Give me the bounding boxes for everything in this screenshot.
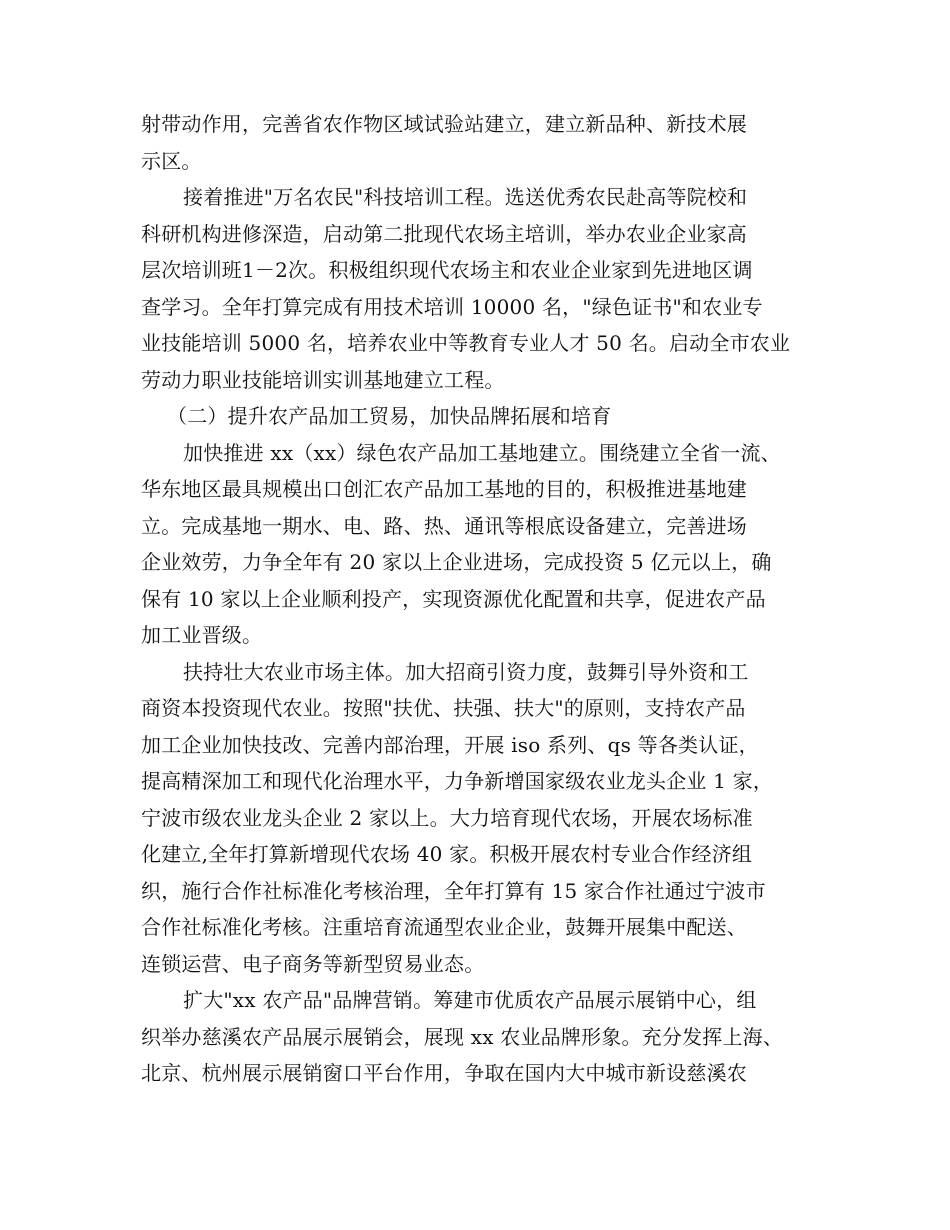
- text-line: 商资本投资现代农业。按照"扶优、扶强、扶大"的原则，支持农产品: [141, 696, 746, 720]
- text-line: 查学习。全年打算完成有用技术培训 10000 名，"绿色证书"和农业专: [141, 294, 763, 319]
- paragraph-start-line: 接着推进"万名农民"科技培训工程。选送优秀农民赴高等院校和: [183, 185, 748, 209]
- text-line: 射带动作用，完善省农作物区域试验站建立，建立新品种、新技术展: [141, 112, 747, 136]
- text-line: 业技能培训 5000 名，培养农业中等教育专业人才 50 名。启动全市农业: [141, 331, 791, 355]
- paragraph-start-line: 扩大"xx 农产品"品牌营销。筹建市优质农产品展示展销中心，组: [183, 988, 757, 1012]
- text-line: 北京、杭州展示展销窗口平台作用，争取在国内大中城市新设慈溪农: [141, 1061, 747, 1085]
- text-line: 宁波市级农业龙头企业 2 家以上。大力培育现代农场，开展农场标准: [141, 805, 753, 830]
- text-line: 层次培训班1－2次。积极组织现代农场主和农业企业家到先进地区调: [141, 258, 753, 282]
- document-page: [141, 106, 821, 1092]
- section-heading: （二）提升农产品加工贸易，加快品牌拓展和培育: [167, 404, 612, 428]
- text-line: 科研机构进修深造，启动第二批现代农场主培训，举办农业企业家高: [141, 221, 747, 246]
- text-line: 加工业晋级。: [141, 623, 263, 647]
- text-line: 示区。: [141, 148, 202, 173]
- text-line: 化建立,全年打算新增现代农场 40 家。积极开展农村专业合作经济组: [141, 842, 753, 866]
- paragraph-start-line: 加快推进 xx（xx）绿色农产品加工基地建立。围绕建立全省一流、: [183, 440, 781, 465]
- text-line: 华东地区最具规模出口创汇农产品加工基地的目的，积极推进基地建: [141, 477, 747, 501]
- text-line: 立。完成基地一期水、电、路、热、通讯等根底设备建立，完善进场: [141, 513, 747, 538]
- text-line: 织举办慈溪农产品展示展销会，展现 xx 农业品牌形象。充分发挥上海、: [141, 1024, 784, 1049]
- text-line: 保有 10 家以上企业顺利投产，实现资源优化配置和共享，促进农产品: [141, 586, 766, 611]
- text-line: 加工企业加快技改、完善内部治理，开展 iso 系列、qs 等各类认证，: [141, 732, 759, 757]
- text-line: 合作社标准化考核。注重培育流通型农业企业，鼓舞开展集中配送、: [141, 915, 747, 939]
- text-line: 提高精深加工和现代化治理水平，力争新增国家级农业龙头企业 1 家，: [141, 769, 774, 793]
- text-line: 连锁运营、电子商务等新型贸易业态。: [141, 951, 485, 976]
- text-line: 劳动力职业技能培训实训基地建立工程。: [141, 367, 505, 392]
- text-line: 企业效劳，力争全年有 20 家以上企业进场，完成投资 5 亿元以上，确: [141, 550, 772, 574]
- paragraph-start-line: 扶持壮大农业市场主体。加大招商引资力度，鼓舞引导外资和工: [183, 659, 749, 684]
- text-line: 织，施行合作社标准化考核治理，全年打算有 15 家合作社通过宁波市: [141, 878, 766, 903]
